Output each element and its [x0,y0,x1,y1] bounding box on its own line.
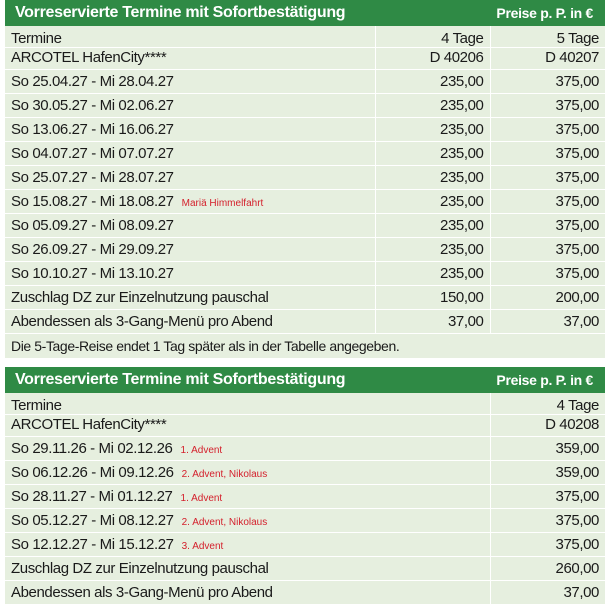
price-5-tage: 375,00 [490,262,605,286]
date-range-cell [5,214,375,238]
date-range: So 15.08.27 - Mi 18.08.27 [11,193,174,210]
date-range: So 10.10.27 - Mi 13.10.27 [11,265,174,282]
price-5-tage: 375,00 [490,118,605,142]
price-4-tage: 235,00 [375,190,490,214]
date-range: So 29.11.26 - Mi 02.12.26 [11,440,173,457]
date-range-cell [5,437,490,461]
price-5-tage: 37,00 [490,310,605,334]
date-range-cell [5,461,490,485]
column-header-termine: Termine [5,393,490,415]
date-range: So 13.06.27 - Mi 16.06.27 [11,121,174,138]
price-5-tage: 375,00 [490,190,605,214]
hotel-row [5,48,605,70]
price-4-tage: 235,00 [375,118,490,142]
date-range: So 28.11.27 - Mi 01.12.27 [11,488,173,505]
date-range-cell [5,238,375,262]
column-header-5-tage: 5 Tage [490,26,605,48]
column-header-4-tage: 4 Tage [375,26,490,48]
price-tables [5,0,605,605]
price-4-tage: 260,00 [490,557,605,581]
price-4-tage: 235,00 [375,214,490,238]
table-row [5,166,605,190]
table-row [5,94,605,118]
holiday-note: 3. Advent [181,541,224,552]
table-row [5,214,605,238]
date-price-table [5,393,605,605]
date-range-cell [5,509,490,533]
date-range-cell [5,190,375,214]
holiday-note: 1. Advent [180,445,223,456]
date-price-table [5,26,605,334]
date-range-cell [5,70,375,94]
price-4-tage: 235,00 [375,94,490,118]
price-4-tage: 359,00 [490,461,605,485]
surcharge-label: Abendessen als 3-Gang-Menü pro Abend [5,310,375,334]
date-range-cell [5,262,375,286]
price-unit-label: Preise p. P. in € [496,5,593,21]
date-range: So 25.07.27 - Mi 28.07.27 [11,169,174,186]
price-4-tage: 359,00 [490,437,605,461]
price-5-tage: 375,00 [490,142,605,166]
date-range: So 25.04.27 - Mi 28.04.27 [11,73,174,90]
price-5-tage: 375,00 [490,166,605,190]
column-header-4-tage: 4 Tage [490,393,605,415]
date-range: So 06.12.26 - Mi 09.12.26 [11,464,174,481]
price-4-tage: 235,00 [375,166,490,190]
footnote: Die 5-Tage-Reise endet 1 Tag später als in der Tabelle angegeben. [5,334,605,359]
price-4-tage: 235,00 [375,70,490,94]
hotel-name: ARCOTEL HafenCity**** [5,48,375,70]
table-row [5,437,605,461]
table-row [5,142,605,166]
table-title: Vorreservierte Termine mit Sofortbestätigung [15,4,346,21]
table-row [5,262,605,286]
surcharge-row [5,557,605,581]
hotel-name: ARCOTEL HafenCity**** [5,415,490,437]
holiday-note: 2. Advent, Nikolaus [181,469,268,480]
table-row [5,118,605,142]
date-range-cell [5,166,375,190]
table-row [5,533,605,557]
table-row [5,70,605,94]
price-5-tage: 200,00 [490,286,605,310]
price-4-tage: 375,00 [490,533,605,557]
date-range-cell [5,485,490,509]
surcharge-row [5,310,605,334]
table-row [5,238,605,262]
date-range: So 30.05.27 - Mi 02.06.27 [11,97,174,114]
price-5-tage: 375,00 [490,70,605,94]
surcharge-label: Zuschlag DZ zur Einzelnutzung pauschal [5,557,490,581]
price-table-2 [5,367,605,605]
price-5-tage: 375,00 [490,214,605,238]
date-range: So 26.09.27 - Mi 29.09.27 [11,241,174,258]
date-range: So 04.07.27 - Mi 07.07.27 [11,145,174,162]
price-4-tage: 375,00 [490,485,605,509]
price-5-tage: 375,00 [490,238,605,262]
tour-code-4-tage: D 40206 [375,48,490,70]
date-range: So 12.12.27 - Mi 15.12.27 [11,536,174,553]
date-range-cell [5,142,375,166]
holiday-note: Mariä Himmelfahrt [181,198,264,209]
date-range: So 05.12.27 - Mi 08.12.27 [11,512,174,529]
table-header-bar [5,0,605,26]
column-header-row [5,393,605,415]
price-5-tage: 375,00 [490,94,605,118]
price-4-tage: 375,00 [490,509,605,533]
price-4-tage: 235,00 [375,262,490,286]
column-header-termine: Termine [5,26,375,48]
price-4-tage: 37,00 [375,310,490,334]
table-title: Vorreservierte Termine mit Sofortbestätigung [15,371,346,388]
hotel-row [5,415,605,437]
price-4-tage: 235,00 [375,238,490,262]
surcharge-label: Abendessen als 3-Gang-Menü pro Abend [5,581,490,605]
table-header-bar [5,367,605,393]
surcharge-row [5,581,605,605]
holiday-note: 2. Advent, Nikolaus [181,517,268,528]
date-range-cell [5,94,375,118]
table-row [5,485,605,509]
holiday-note: 1. Advent [180,493,223,504]
tour-code-5-tage: D 40207 [490,48,605,70]
date-range-cell [5,118,375,142]
date-range-cell [5,533,490,557]
column-header-row [5,26,605,48]
table-spacer [5,359,605,367]
date-range: So 05.09.27 - Mi 08.09.27 [11,217,174,234]
surcharge-label: Zuschlag DZ zur Einzelnutzung pauschal [5,286,375,310]
price-4-tage: 37,00 [490,581,605,605]
price-4-tage: 235,00 [375,142,490,166]
price-4-tage: 150,00 [375,286,490,310]
table-row [5,190,605,214]
tour-code-4-tage: D 40208 [490,415,605,437]
price-table-1 [5,0,605,359]
table-row [5,461,605,485]
table-row [5,509,605,533]
price-unit-label: Preise p. P. in € [496,372,593,388]
surcharge-row [5,286,605,310]
